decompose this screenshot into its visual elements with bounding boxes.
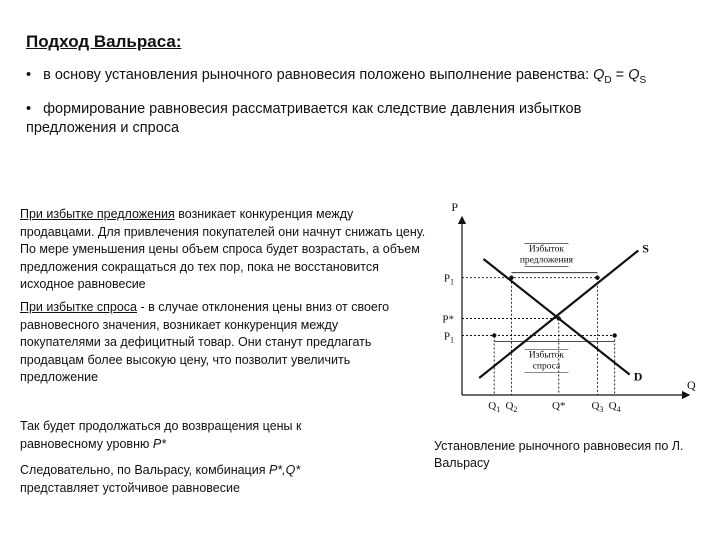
intersection-point (557, 316, 561, 320)
quantity-tick-label: $Q_4$ (608, 400, 621, 414)
price-return-text: Так будет продолжаться до возвращения цены к равновесному уровню (20, 419, 302, 451)
equilibrium-combination: Р*,Q* (268, 463, 301, 477)
intersection-point (612, 333, 616, 337)
formula-qd-symbol: Q (593, 67, 605, 83)
equilibrium-price-label: Р* (152, 436, 167, 451)
paragraph-price-return (20, 418, 380, 453)
excess-supply-label-line1: Избыток (528, 244, 565, 255)
excess-demand-label-line2: спроса (532, 361, 561, 372)
x-axis-label: Q (687, 378, 696, 392)
bullet-2-text: формирование равновесия рассматривается как следствие давления избытков предложения и спроса (26, 100, 582, 136)
excess-demand-text: - в случае отклонения цены вниз от своего равновесного значения, возникает конкуренция между покупателями за дефицитный товар. Они станут предлагать продавцам более высокую цену, что позволит увеличить предложение (20, 300, 390, 384)
bullet-1-text: в основу установления рыночного равновесия положено выполнение равенства: (43, 67, 594, 83)
paragraph-conclusion (20, 462, 380, 497)
intersection-point (595, 276, 599, 280)
quantity-tick-label: $Q_3$ (591, 400, 604, 414)
slide-title: Подход Вальраса: (26, 32, 182, 51)
price-tick-label: $P_1$ (443, 330, 454, 345)
supply-curve-label: S (642, 241, 649, 256)
excess-demand-label-line1: Избыток (528, 350, 565, 361)
walras-equilibrium-chart (440, 200, 710, 420)
y-axis-label: P (451, 200, 458, 214)
excess-supply-lead: При избытке предложения (20, 207, 175, 221)
excess-demand-lead: При избытке спроса (20, 300, 137, 314)
formula-qs-symbol: Q (628, 67, 640, 83)
chart-caption: Установление рыночного равновесия по Л. Вальрасу (434, 439, 684, 470)
bullet-equilibrium-condition (26, 66, 666, 90)
excess-supply-text: возникает конкуренция между продавцами. Для привлечения покупателей они начнут снижать цену. По мере уменьшения цены объем спроса будет возрастать, а объем предложения сокращаться до тех пор, пока не восстановится исходное равновесие (20, 207, 426, 291)
bullet-equilibrium-formation (26, 100, 666, 138)
equality-formula (593, 67, 647, 86)
excess-supply-label-line2: предложения (519, 255, 574, 266)
bullet-list (26, 66, 666, 148)
intersection-point (509, 276, 513, 280)
conclusion-text: Следовательно, по Вальрасу, комбинация (20, 463, 269, 477)
formula-s-subscript: S (639, 74, 647, 86)
demand-curve-label: D (633, 369, 643, 384)
paragraph-excess-demand (20, 299, 420, 387)
formula-equals: = (611, 67, 629, 83)
price-tick-label: P* (442, 313, 454, 326)
intersection-point (492, 333, 496, 337)
quantity-tick-label: $Q_2$ (505, 400, 518, 414)
paragraph-excess-supply (20, 206, 428, 294)
quantity-tick-label: Q* (552, 400, 566, 412)
formula-d-subscript: D (604, 74, 612, 86)
price-tick-label: $P_1$ (443, 272, 454, 287)
quantity-tick-label: $Q_1$ (488, 400, 501, 414)
conclusion-rest: представляет устойчивое равновесие (20, 480, 240, 495)
